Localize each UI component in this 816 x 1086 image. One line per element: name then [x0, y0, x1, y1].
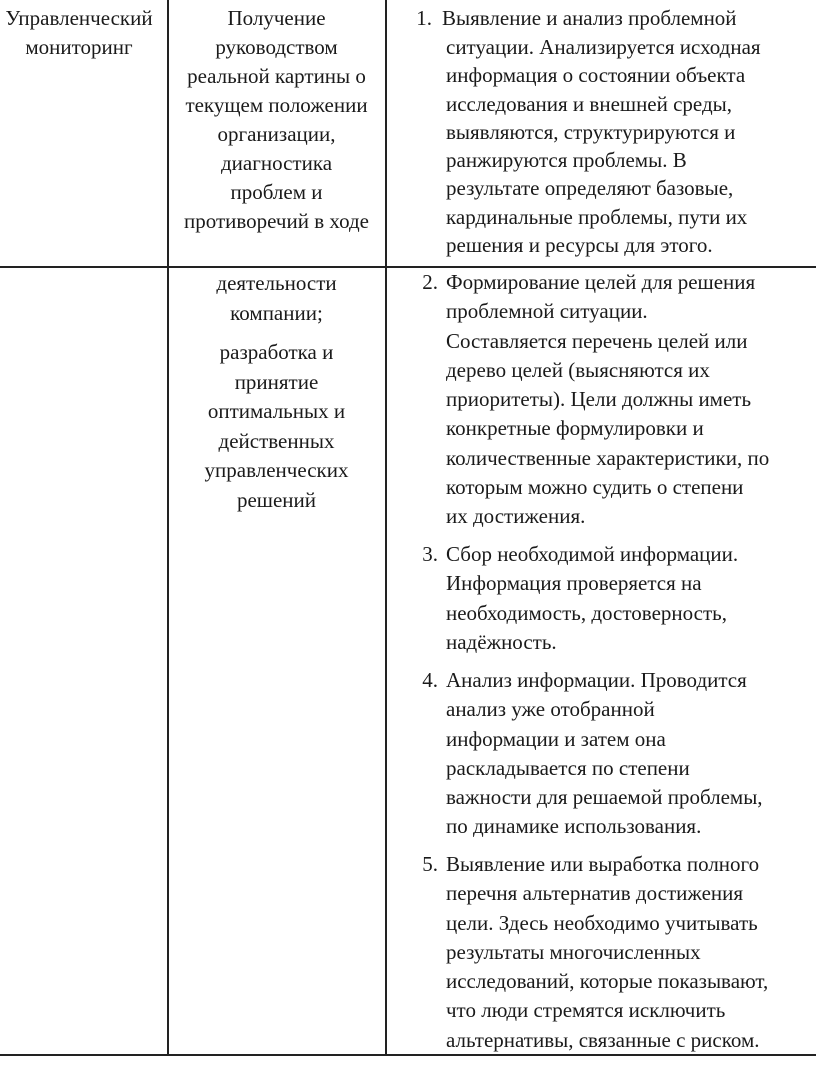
list-item-number: 1.	[416, 6, 432, 30]
row1-col1-cell	[0, 4, 168, 62]
list-item-number: 5.	[422, 852, 438, 876]
row2-col2-cell	[168, 268, 385, 515]
row1-col1-text: Управленческий мониторинг	[5, 6, 153, 59]
list-item-first-line: Выявление и анализ проблемной	[442, 6, 737, 30]
list-item-text: Анализ информации. Проводится анализ уже отобранной информации и затем она раскладывается по степени важности для решаемой проблемы, по динамике использования.	[446, 668, 763, 839]
list-item-number: 3.	[422, 542, 438, 566]
row1-col2-cell	[168, 4, 385, 236]
list-item-text: Сбор необходимой информации. Информация проверяется на необходимость, достоверность, надёжность.	[446, 542, 739, 654]
row2-col2-text-part1: деятельности компании;	[216, 271, 337, 325]
row2-col2-text-part2: разработка и принятие оптимальных и действенных управленческих решений	[204, 340, 349, 512]
list-item-number: 2.	[422, 270, 438, 294]
table-border-col2-right	[385, 0, 387, 1055]
list-item-text: Формирование целей для решения проблемной ситуации. Составляется перечень целей или дерево целей (выясняются их приоритеты). Цели должны иметь конкретные формулировки и количественные характеристики, по которым можно судить о степени их достижения.	[446, 270, 770, 529]
row2-col3-cell	[388, 268, 816, 1052]
row1-col3-cell	[388, 4, 816, 264]
row1-col2-text: Получение руководством реальной картины о текущем положении организации, диагностика проблем и противоречий в ходе	[183, 6, 369, 233]
list-item-text: ситуации. Анализируется исходная информация о состоянии объекта исследования и внешней среды, выявляются, структурируются и ранжируются проблемы. В результате определяют базовые, кардинальные проблемы, пути их решения и ресурсы для этого.	[446, 35, 761, 258]
list-item-number: 4.	[422, 668, 438, 692]
list-item-text: Выявление или выработка полного перечня альтернатив достижения цели. Здесь необходимо учитывать результаты многочисленных исследований, которые показывают, что люди стремятся исключить альтернативы, связанные с риском.	[446, 852, 769, 1052]
